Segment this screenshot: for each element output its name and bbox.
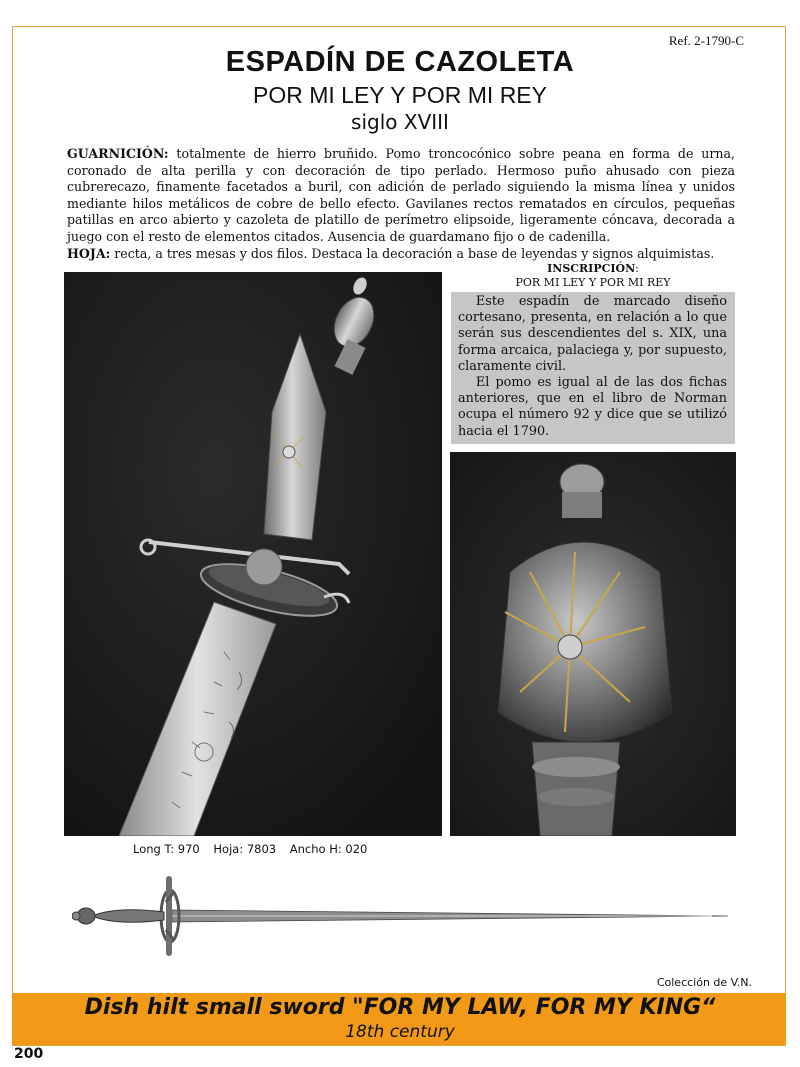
page-subtitle: POR MI LEY Y POR MI REY — [253, 82, 547, 108]
collection-credit: Colección de V.N. — [656, 976, 752, 989]
inscription — [450, 262, 736, 290]
hoja-text: recta, a tres mesas y dos filos. Destaca la decoración a base de leyendas y signos alquimistas. — [110, 245, 715, 261]
measure-width: Ancho H: 020 — [289, 842, 368, 856]
note-paragraph-2: El pomo es igual al de las dos fichas anteriores, que en el libro de Norman ocupa el número 92 y dice que se utilizó hacia el 1790. — [458, 375, 727, 439]
full-sword-photo — [72, 872, 728, 960]
measure-length: Long T: 970 — [133, 842, 200, 856]
description — [67, 146, 735, 262]
page-number: 200 — [14, 1046, 44, 1062]
guarnicion-label: GUARNICIÓN: — [67, 146, 169, 161]
inscription-colon: : — [635, 262, 639, 275]
measurements — [133, 842, 377, 856]
reference-number: Ref. 2-1790-C — [668, 33, 744, 48]
hilt-photo — [64, 272, 442, 836]
footer-subtitle: 18th century — [345, 1022, 455, 1042]
page-title: ESPADÍN DE CAZOLETA — [225, 46, 575, 78]
inscription-label: INSCRIPCIÓN — [547, 262, 636, 275]
note-paragraph-1: Este espadín de marcado diseño cortesano, presenta, en relación a lo que serán sus descendientes del s. XIX, una forma arcaica, palaciega y, por supuesto, claramente civil. — [458, 294, 727, 374]
guarnicion-paragraph — [67, 146, 735, 246]
inscription-text: POR MI LEY Y POR MI REY — [515, 276, 671, 289]
footer-title: Dish hilt small sword "FOR MY LAW, FOR MY KING“ — [84, 995, 716, 1020]
measure-blade: Hoja: 7803 — [213, 842, 277, 856]
hoja-paragraph — [67, 246, 735, 263]
pommel-detail-photo — [450, 452, 736, 836]
century-label: siglo XVIII — [351, 110, 449, 134]
hoja-label: HOJA: — [67, 245, 111, 261]
guarnicion-text: totalmente de hierro bruñido. Pomo troncocónico sobre peana en forma de urna, coronado de alta perilla y con decoración de tipo perlado. Hermoso puño ahusado con pieza cubrerecazo, finamente facetados a buril, con adición de perlado siguiendo la misma línea y unidos mediante hilos metálicos de cobre de bello efecto. Gavilanes rectos rematados en círculos, pequeñas patillas en arco abierto y cazoleta de platillo de perímetro elipsoide, ligeramente cóncava, decorada a juego con el resto de elementos citados. Ausencia de guardamano fijo o de cadenilla. — [67, 146, 735, 244]
note-box — [451, 292, 735, 444]
